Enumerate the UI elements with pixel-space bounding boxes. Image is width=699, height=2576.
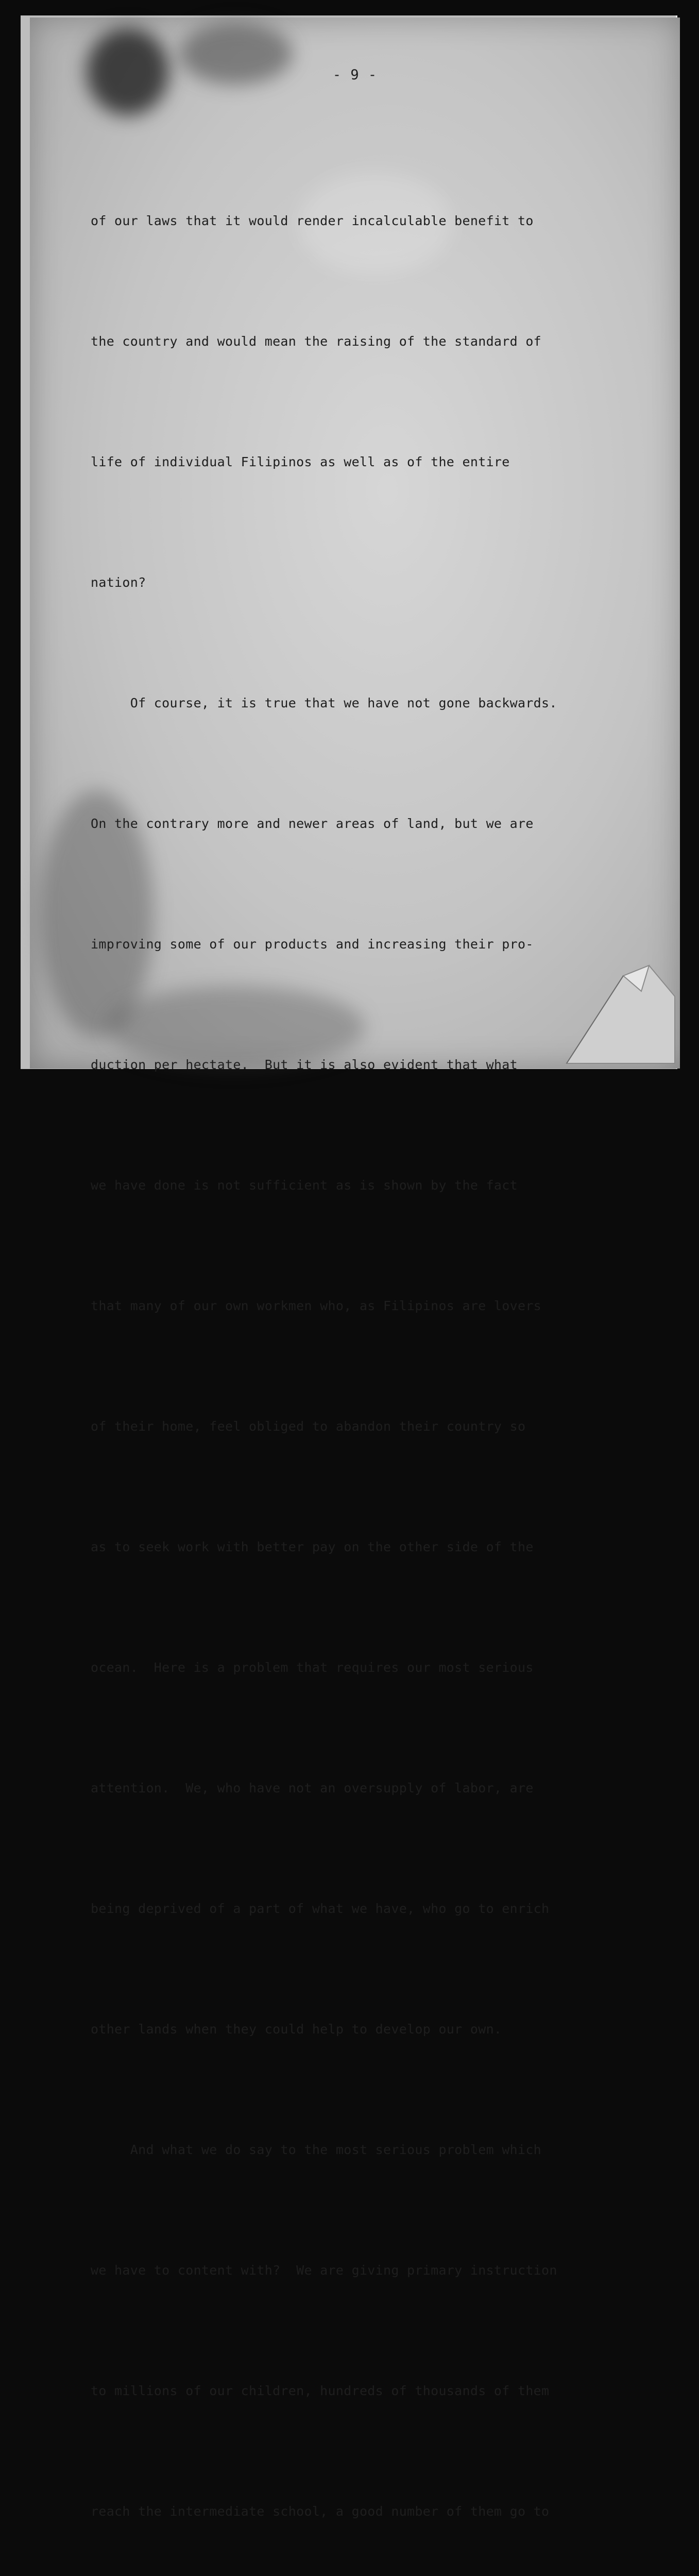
text-line: Of course, it is true that we have not gone backwards. — [91, 696, 557, 710]
text-line: as to seek work with better pay on the other side of the — [91, 1539, 534, 1554]
text-line: attention. We, who have not an oversupply of labor, are — [91, 1781, 534, 1795]
body-text — [91, 121, 616, 2576]
text-line: reach the intermediate school, a good number of them go to — [91, 2504, 550, 2519]
text-line: to millions of our children, hundreds of thousands of them — [91, 2383, 550, 2398]
text-line: being deprived of a part of what we have, who go to enrich — [91, 1901, 550, 1916]
text-line: nation? — [91, 575, 146, 590]
page-number: - 9 - — [332, 67, 378, 83]
text-line: we have to content with? We are giving primary instruction — [91, 2263, 557, 2278]
text-line: On the contrary more and newer areas of land, but we are — [91, 816, 534, 831]
text-line: the country and would mean the raising of the standard of — [91, 334, 542, 349]
text-line: we have done is not sufficient as is shown by the fact — [91, 1178, 518, 1193]
text-line: that many of our own workmen who, as Filipinos are lovers — [91, 1298, 542, 1313]
text-line: life of individual Filipinos as well as of the entire — [91, 454, 510, 469]
text-line: ocean. Here is a problem that requires our most serious — [91, 1660, 534, 1675]
text-line: improving some of our products and increasing their pro- — [91, 937, 534, 952]
text-line: duction per hectate. But it is also evident that what — [91, 1057, 518, 1072]
document-page — [30, 18, 680, 2519]
text-line: And what we do say to the most serious problem which — [91, 2142, 542, 2157]
text-line: of their home, feel obliged to abandon their country so — [91, 1419, 526, 1434]
text-line: other lands when they could help to develop our own. — [91, 2022, 502, 2037]
text-line: of our laws that it would render incalculable benefit to — [91, 213, 534, 228]
